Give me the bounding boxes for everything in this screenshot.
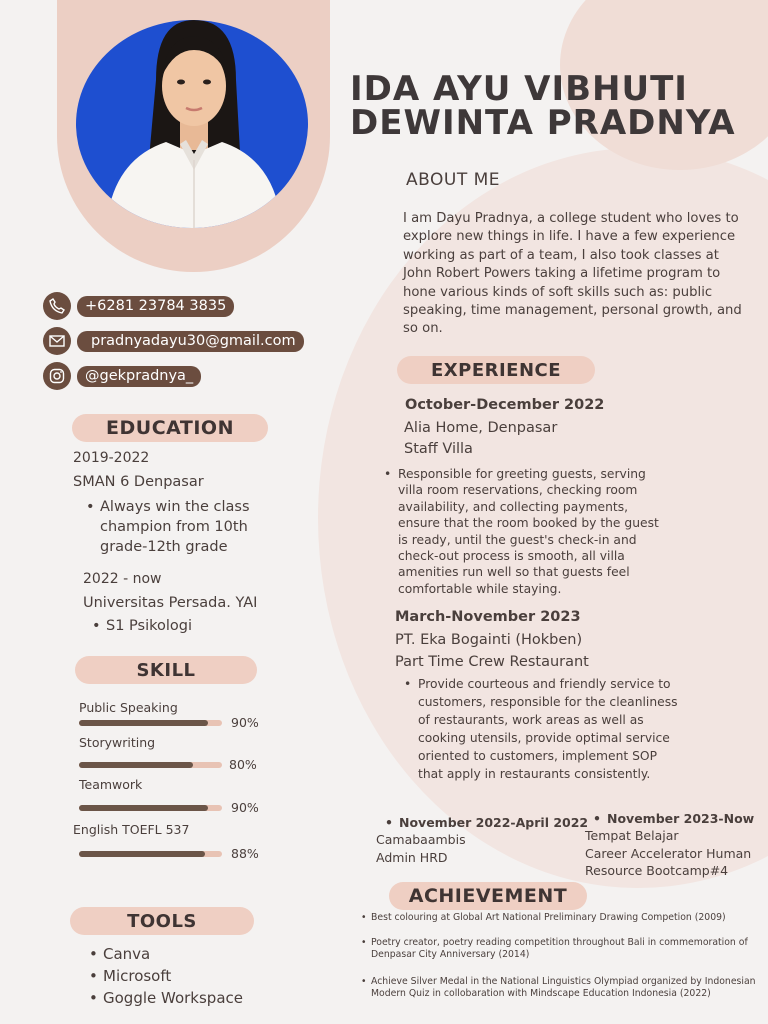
skill-bar-fill bbox=[79, 805, 208, 811]
tools-heading: TOOLS bbox=[70, 907, 254, 935]
skill-label: Public Speaking bbox=[79, 700, 178, 715]
skill-label: English TOEFL 537 bbox=[73, 822, 190, 837]
job-company-1: Alia Home, Denpasar bbox=[404, 420, 558, 436]
tool-item: • Microsoft bbox=[103, 967, 171, 985]
contact-instagram[interactable] bbox=[43, 362, 201, 390]
phone-number[interactable]: +6281 23784 3835 bbox=[77, 296, 234, 317]
education-period-1: 2019-2022 bbox=[73, 450, 150, 466]
job-role-1: Staff Villa bbox=[404, 441, 473, 457]
tool-item: • Canva bbox=[103, 945, 150, 963]
extra-period-2: • November 2023-Now bbox=[607, 811, 754, 826]
skill-bar-fill bbox=[79, 851, 205, 857]
job-company-2: PT. Eka Bogainti (Hokben) bbox=[395, 632, 583, 648]
about-heading: ABOUT ME bbox=[406, 170, 501, 190]
extra-org-1: Camabaambis bbox=[376, 832, 466, 847]
job-role-2: Part Time Crew Restaurant bbox=[395, 654, 589, 670]
achievement-heading: ACHIEVEMENT bbox=[389, 882, 587, 910]
tool-item: • Goggle Workspace bbox=[103, 989, 243, 1007]
extra-org-2: Tempat Belajar bbox=[585, 828, 679, 843]
contact-phone[interactable] bbox=[43, 292, 234, 320]
skill-label: Teamwork bbox=[79, 777, 143, 792]
email-address[interactable]: pradnyadayu30@gmail.com bbox=[77, 331, 304, 352]
achievement-item: • Achieve Silver Medal in the National Linguistics Olympiad organized by Indonesian Modern Quiz in collobaration with Mindscape Education Indonesia (2022) bbox=[371, 976, 761, 1000]
instagram-handle[interactable]: @gekpradnya_ bbox=[77, 366, 201, 387]
job-period-2: March-November 2023 bbox=[395, 609, 581, 625]
extra-role-2: Career Accelerator Human bbox=[585, 846, 752, 861]
skill-bar-fill bbox=[79, 762, 193, 768]
phone-icon bbox=[43, 292, 71, 320]
contact-email[interactable] bbox=[43, 327, 304, 355]
education-detail-1: • Always win the class champion from 10th grade-12th grade bbox=[100, 497, 265, 557]
achievement-item: • Best colouring at Global Art National Preliminary Drawing Competion (2009) bbox=[371, 912, 761, 924]
skill-bar-track bbox=[79, 762, 222, 768]
education-period-2: 2022 - now bbox=[83, 571, 162, 587]
experience-heading: EXPERIENCE bbox=[397, 356, 595, 384]
skill-heading: SKILL bbox=[75, 656, 257, 684]
extra-period-1: • November 2022-April 2022 bbox=[399, 815, 588, 830]
extra-role-2b: Resource Bootcamp#4 bbox=[585, 863, 729, 878]
job-description-1: • Responsible for greeting guests, serving villa room reservations, checking room availability, and collecting payments, ensure that the room booked by the guest is ready, until the guest's check-in and check-out process is smooth, all villa amenities run well so that guests feel comfortable while staying. bbox=[398, 466, 670, 597]
skill-bar-fill bbox=[79, 720, 208, 726]
about-text: I am Dayu Pradnya, a college student who loves to explore new things in life. I have a few experience working as part of a team, I also took classes at John Robert Powers taking a lifetime program to hone various kinds of soft skills such as: public speaking, time management, personal growth, and so on. bbox=[403, 211, 742, 337]
full-name bbox=[350, 69, 736, 143]
skill-percent: 88% bbox=[231, 846, 259, 861]
skill-percent: 90% bbox=[231, 800, 259, 815]
skill-bar-track bbox=[79, 851, 222, 857]
education-heading: EDUCATION bbox=[72, 414, 268, 442]
skill-percent: 80% bbox=[229, 757, 257, 772]
instagram-icon bbox=[43, 362, 71, 390]
skill-bar-track bbox=[79, 805, 222, 811]
mail-icon bbox=[43, 327, 71, 355]
job-description-2: • Provide courteous and friendly service to customers, responsible for the cleanliness of restaurants, work areas as well as cooking utensils, provide optimal service oriented to customers, implement SOP that apply in restaurants consistently. bbox=[418, 675, 678, 783]
profile-photo bbox=[76, 20, 308, 228]
extra-role-1: Admin HRD bbox=[376, 850, 448, 865]
skill-percent: 90% bbox=[231, 715, 259, 730]
achievement-item: • Poetry creator, poetry reading competition throughout Bali in commemoration of Denpasar City Anniversary (2014) bbox=[371, 937, 761, 961]
skill-bar-track bbox=[79, 720, 222, 726]
skill-label: Storywriting bbox=[79, 735, 156, 750]
name-line-2: DEWINTA PRADNYA bbox=[350, 103, 736, 143]
name-line-1: IDA AYU VIBHUTI bbox=[350, 69, 688, 109]
education-school-1: SMAN 6 Denpasar bbox=[73, 474, 204, 490]
education-detail-2: • S1 Psikologi bbox=[106, 618, 192, 634]
education-school-2: Universitas Persada. YAI bbox=[83, 595, 258, 611]
job-period-1: October-December 2022 bbox=[405, 397, 605, 413]
